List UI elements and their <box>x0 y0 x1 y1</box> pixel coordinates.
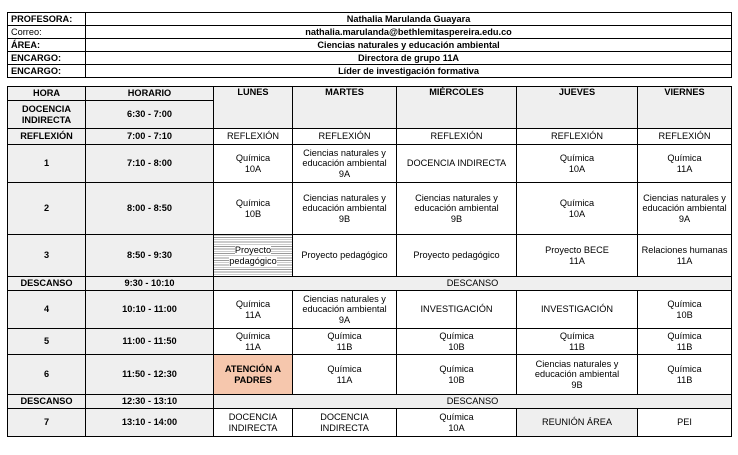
cell-h3-jueves <box>517 235 638 277</box>
subject: Ciencias naturales y educación ambiental <box>302 192 387 214</box>
schedule-document <box>7 12 732 437</box>
subject: Ciencias naturales y educación ambiental <box>302 147 387 169</box>
group: 11B <box>676 374 693 385</box>
profesora-value: Nathalia Marulanda Guayara <box>86 13 732 26</box>
hora-reflexion: REFLEXIÓN <box>8 129 86 145</box>
encargo-value-2: Líder de investigación formativa <box>86 65 732 78</box>
reflexion-miercoles: REFLEXIÓN <box>397 129 517 145</box>
area-row <box>8 39 732 52</box>
col-lunes: LUNES <box>214 87 293 129</box>
subject: Proyecto pedagógico <box>229 245 277 266</box>
row-hora-7 <box>8 409 732 437</box>
subject: Ciencias naturales y educación ambiental <box>534 358 620 380</box>
group: 11A <box>569 255 585 266</box>
subject: Química <box>559 331 595 341</box>
group: 11B <box>676 341 693 352</box>
horario-1: 7:10 - 8:00 <box>86 145 214 183</box>
subject: Química <box>327 331 362 341</box>
group: 10B <box>244 208 262 219</box>
cell-h4-lunes <box>214 291 293 329</box>
descanso-1-label: DESCANSO <box>214 277 732 291</box>
col-hora: HORA <box>8 87 86 101</box>
row-hora-2 <box>8 183 732 235</box>
hora-5: 5 <box>8 329 86 355</box>
group: 10B <box>676 309 693 320</box>
spacer-row <box>8 78 732 87</box>
subject: Química <box>667 364 702 374</box>
subject: Ciencias naturales y educación ambiental <box>414 192 499 214</box>
horario-reflexion: 7:00 - 7:10 <box>86 129 214 145</box>
correo-value: nathalia.marulanda@bethlemitaspereira.edu.co <box>86 26 732 39</box>
group: 9A <box>338 168 351 179</box>
subject: Química <box>327 364 362 374</box>
group: 10A <box>244 163 262 174</box>
cell-h3-lunes <box>214 235 293 277</box>
group: 9B <box>338 213 351 224</box>
cell-h5-viernes <box>638 329 732 355</box>
cell-h1-martes <box>293 145 397 183</box>
horario-6: 11:50 - 12:30 <box>86 355 214 395</box>
area-label: ÁREA: <box>8 39 86 52</box>
row-reflexion <box>8 129 732 145</box>
cell-h6-martes <box>293 355 397 395</box>
group: 11A <box>245 309 261 320</box>
horario-descanso-1: 9:30 - 10:10 <box>86 277 214 291</box>
subject: Proyecto BECE <box>545 245 609 255</box>
cell-h5-jueves <box>517 329 638 355</box>
spacer-cell <box>8 78 732 87</box>
correo-label: Correo: <box>8 26 86 39</box>
group: 9B <box>450 213 463 224</box>
schedule-table <box>7 12 732 437</box>
horario-4: 10:10 - 11:00 <box>86 291 214 329</box>
encargo-label-1: ENCARGO: <box>8 52 86 65</box>
col-martes: MARTES <box>293 87 397 129</box>
row-hora-5 <box>8 329 732 355</box>
cell-h7-lunes: DOCENCIA INDIRECTA <box>214 409 293 437</box>
profesora-label: PROFESORA: <box>8 13 86 26</box>
group: 10A <box>568 208 586 219</box>
cell-h7-martes: DOCENCIA INDIRECTA <box>293 409 397 437</box>
area-value: Ciencias naturales y educación ambiental <box>86 39 732 52</box>
cell-h3-martes: Proyecto pedagógico <box>293 235 397 277</box>
group: 9B <box>571 379 583 390</box>
cell-h4-jueves: INVESTIGACIÓN <box>517 291 638 329</box>
hora-6: 6 <box>8 355 86 395</box>
hora-2: 2 <box>8 183 86 235</box>
subject: Relaciones humanas <box>641 245 728 255</box>
subject: Química <box>667 299 702 309</box>
cell-h7-miercoles <box>397 409 517 437</box>
horario-7: 13:10 - 14:00 <box>86 409 214 437</box>
reflexion-jueves: REFLEXIÓN <box>517 129 638 145</box>
subject: Ciencias naturales y educación ambiental <box>302 293 387 315</box>
subject: Química <box>235 299 271 309</box>
cell-h4-miercoles: INVESTIGACIÓN <box>397 291 517 329</box>
hora-3: 3 <box>8 235 86 277</box>
subject: Química <box>235 153 271 163</box>
subject: Química <box>667 153 702 163</box>
group: 10B <box>448 374 465 385</box>
subject: Química <box>667 331 702 341</box>
hora-7: 7 <box>8 409 86 437</box>
subject: Química <box>235 331 271 341</box>
encargo-row-2 <box>8 65 732 78</box>
hora-1: 1 <box>8 145 86 183</box>
row-hora-3 <box>8 235 732 277</box>
hora-docencia: DOCENCIA INDIRECTA <box>8 101 86 129</box>
subject: Química <box>439 331 474 341</box>
cell-h2-jueves <box>517 183 638 235</box>
cell-h6-lunes-atencion-padres: ATENCIÓN A PADRES <box>214 355 293 395</box>
row-descanso-1 <box>8 277 732 291</box>
cell-h5-miercoles <box>397 329 517 355</box>
subject: Química <box>439 364 474 374</box>
correo-row <box>8 26 732 39</box>
cell-h3-miercoles: Proyecto pedagógico <box>397 235 517 277</box>
group: 9A <box>338 314 351 325</box>
group: 11A <box>336 374 353 385</box>
row-hora-6 <box>8 355 732 395</box>
row-descanso-2 <box>8 395 732 409</box>
subject: Química <box>559 153 595 163</box>
cell-h2-martes <box>293 183 397 235</box>
cell-h1-lunes <box>214 145 293 183</box>
hora-descanso-2: DESCANSO <box>8 395 86 409</box>
cell-h4-viernes <box>638 291 732 329</box>
cell-h6-miercoles <box>397 355 517 395</box>
group: 11A <box>245 341 261 352</box>
encargo-row-1 <box>8 52 732 65</box>
cell-h2-lunes <box>214 183 293 235</box>
encargo-label-2: ENCARGO: <box>8 65 86 78</box>
group: 10A <box>568 163 586 174</box>
encargo-value-1: Directora de grupo 11A <box>86 52 732 65</box>
hora-4: 4 <box>8 291 86 329</box>
group: 10A <box>448 422 465 433</box>
group: 11B <box>569 341 585 352</box>
cell-h5-lunes <box>214 329 293 355</box>
cell-h1-jueves <box>517 145 638 183</box>
profesora-row <box>8 13 732 26</box>
horario-5: 11:00 - 11:50 <box>86 329 214 355</box>
horario-3: 8:50 - 9:30 <box>86 235 214 277</box>
col-viernes: VIERNES <box>638 87 732 129</box>
cell-h6-viernes <box>638 355 732 395</box>
col-miercoles: MIÉRCOLES <box>397 87 517 129</box>
subject: Ciencias naturales y educación ambiental <box>642 192 727 214</box>
horario-descanso-2: 12:30 - 13:10 <box>86 395 214 409</box>
group: 9A <box>678 213 691 224</box>
group: 11A <box>676 255 693 266</box>
group: 10B <box>448 341 465 352</box>
cell-h2-viernes <box>638 183 732 235</box>
reflexion-martes: REFLEXIÓN <box>293 129 397 145</box>
row-hora-1 <box>8 145 732 183</box>
cell-h5-martes <box>293 329 397 355</box>
cell-h7-viernes: PEI <box>638 409 732 437</box>
cell-h3-viernes <box>638 235 732 277</box>
row-hora-4 <box>8 291 732 329</box>
group: 11A <box>676 163 693 174</box>
cell-h1-miercoles: DOCENCIA INDIRECTA <box>397 145 517 183</box>
subject: Química <box>235 198 271 208</box>
descanso-2-label: DESCANSO <box>214 395 732 409</box>
subject: Química <box>439 412 474 422</box>
col-horario: HORARIO <box>86 87 214 101</box>
cell-h1-viernes <box>638 145 732 183</box>
cell-h6-jueves <box>517 355 638 395</box>
col-jueves: JUEVES <box>517 87 638 129</box>
group: 11B <box>336 341 353 352</box>
subject: Química <box>559 198 595 208</box>
reflexion-viernes: REFLEXIÓN <box>638 129 732 145</box>
horario-2: 8:00 - 8:50 <box>86 183 214 235</box>
reflexion-lunes: REFLEXIÓN <box>214 129 293 145</box>
cell-h7-jueves: REUNIÓN ÁREA <box>517 409 638 437</box>
cell-h2-miercoles <box>397 183 517 235</box>
cell-h4-martes <box>293 291 397 329</box>
horario-docencia: 6:30 - 7:00 <box>86 101 214 129</box>
column-header-row <box>8 87 732 101</box>
hora-descanso-1: DESCANSO <box>8 277 86 291</box>
